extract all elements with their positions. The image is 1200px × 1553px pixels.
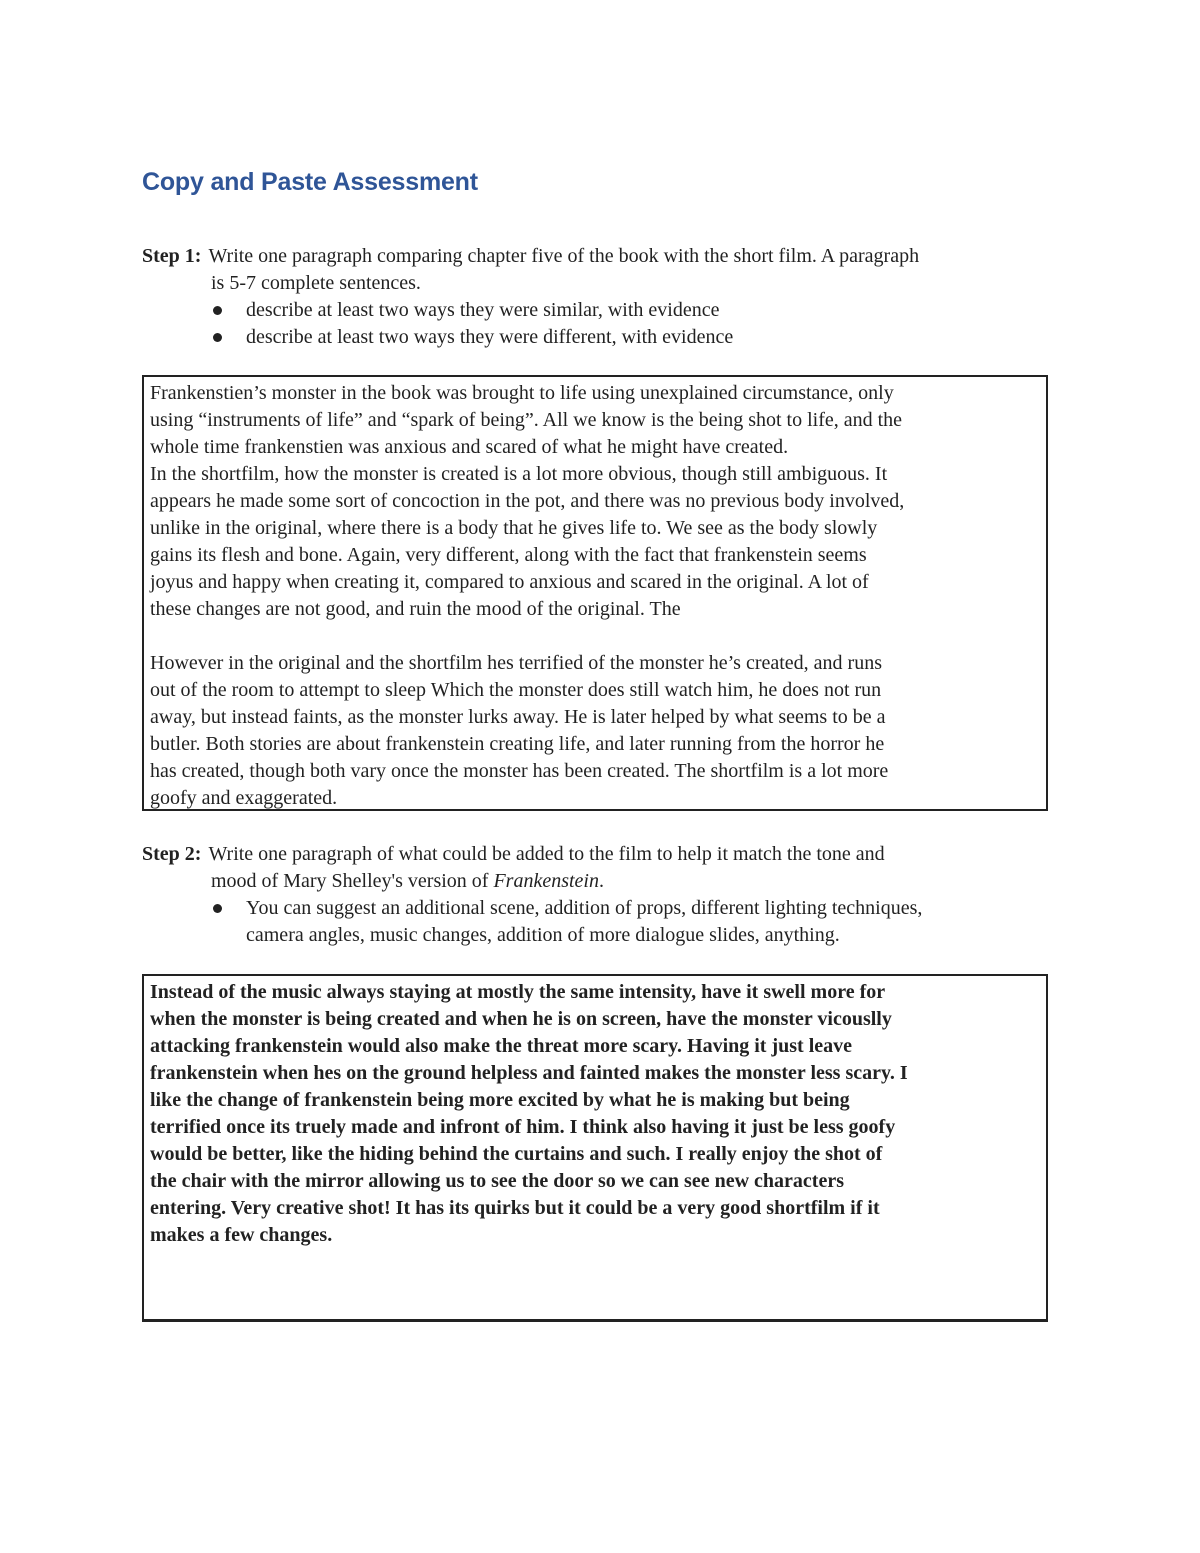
- answer-line: away, but instead faints, as the monster lurks away. He is later helped by what seems to be a: [150, 706, 886, 728]
- page-title: Copy and Paste Assessment: [142, 168, 478, 196]
- step1-instruction-line1: Write one paragraph comparing chapter five of the book with the short film. A paragraph: [208, 245, 920, 267]
- step1-label: Step 1:: [142, 245, 202, 267]
- answer-line: using “instruments of life” and “spark of being”. All we know is the being shot to life, and the: [150, 409, 903, 431]
- step1-bullet-text: describe at least two ways they were different, with evidence: [246, 326, 734, 348]
- answer-line: makes a few changes.: [150, 1224, 333, 1246]
- step2-instruction-prefix: mood of Mary Shelley's version of: [211, 870, 494, 892]
- answer-line: Frankenstien’s monster in the book was brought to life using unexplained circumstance, only: [150, 382, 894, 404]
- answer-line: these changes are not good, and ruin the mood of the original. The: [150, 598, 681, 620]
- answer-line: Instead of the music always staying at mostly the same intensity, have it swell more for: [150, 981, 886, 1003]
- answer-line: unlike in the original, where there is a body that he gives life to. We see as the body slowly: [150, 517, 878, 539]
- step2-instruction-line2: [142, 868, 1062, 895]
- bullet-icon: [213, 306, 222, 315]
- answer-line: the chair with the mirror allowing us to see the door so we can see new characters: [150, 1170, 844, 1192]
- answer-line: appears he made some sort of concoction in the pot, and there was no previous body involved,: [150, 490, 905, 512]
- step2-instructions: [142, 841, 1062, 949]
- answer-line: whole time frankenstien was anxious and scared of what he might have created.: [150, 436, 789, 458]
- paragraph-gap: [150, 623, 1042, 650]
- answer-line: attacking frankenstein would also make the threat more scary. Having it just leave: [150, 1035, 853, 1057]
- list-item: [213, 895, 1062, 949]
- step2-bullet-line2: camera angles, music changes, addition of more dialogue slides, anything.: [246, 924, 840, 946]
- step2-bullet-line1: You can suggest an additional scene, addition of props, different lighting techniques,: [246, 897, 923, 919]
- answer-line: would be better, like the hiding behind the curtains and such. I really enjoy the shot of: [150, 1143, 883, 1165]
- step2-instruction-line1: Write one paragraph of what could be added to the film to help it match the tone and: [208, 843, 885, 865]
- step2-instruction-suffix: .: [598, 870, 604, 892]
- answer-line: In the shortfilm, how the monster is created is a lot more obvious, though still ambiguous. It: [150, 463, 888, 485]
- step2-label: Step 2:: [142, 843, 202, 865]
- answer-line: gains its flesh and bone. Again, very different, along with the fact that frankenstein seems: [150, 544, 867, 566]
- step1-answer-box[interactable]: [142, 375, 1048, 811]
- step1-bullet-list: [142, 297, 1062, 351]
- answer-line: entering. Very creative shot! It has its quirks but it could be a very good shortfilm if it: [150, 1197, 880, 1219]
- step1-instruction-line2: is 5-7 complete sentences.: [211, 272, 421, 294]
- step2-book-title: Frankenstein: [493, 870, 599, 892]
- answer-line: goofy and exaggerated.: [150, 787, 338, 809]
- answer-line: However in the original and the shortfilm hes terrified of the monster he’s created, and runs: [150, 652, 882, 674]
- bullet-icon: [213, 904, 222, 913]
- answer-line: out of the room to attempt to sleep Which the monster does still watch him, he does not run: [150, 679, 882, 701]
- answer-line: frankenstein when hes on the ground helpless and fainted makes the monster less scary. I: [150, 1062, 908, 1084]
- answer-line: joyus and happy when creating it, compared to anxious and scared in the original. A lot of: [150, 571, 869, 593]
- list-item: [213, 324, 1062, 351]
- step2-answer-box[interactable]: [142, 974, 1048, 1322]
- step2-bullet-text: [246, 895, 922, 949]
- step2-bullet-list: [142, 895, 1062, 949]
- step1-instructions: [142, 243, 1062, 351]
- answer-line: butler. Both stories are about frankenstein creating life, and later running from the horror he: [150, 733, 885, 755]
- answer-line: when the monster is being created and when he is on screen, have the monster vicouslly: [150, 1008, 892, 1030]
- answer-line: like the change of frankenstein being more excited by what he is making but being: [150, 1089, 850, 1111]
- step1-bullet-text: describe at least two ways they were similar, with evidence: [246, 299, 720, 321]
- answer-line: terrified once its truely made and infront of him. I think also having it just be less goofy: [150, 1116, 896, 1138]
- list-item: [213, 297, 1062, 324]
- answer-line: has created, though both vary once the monster has been created. The shortfilm is a lot more: [150, 760, 889, 782]
- bullet-icon: [213, 333, 222, 342]
